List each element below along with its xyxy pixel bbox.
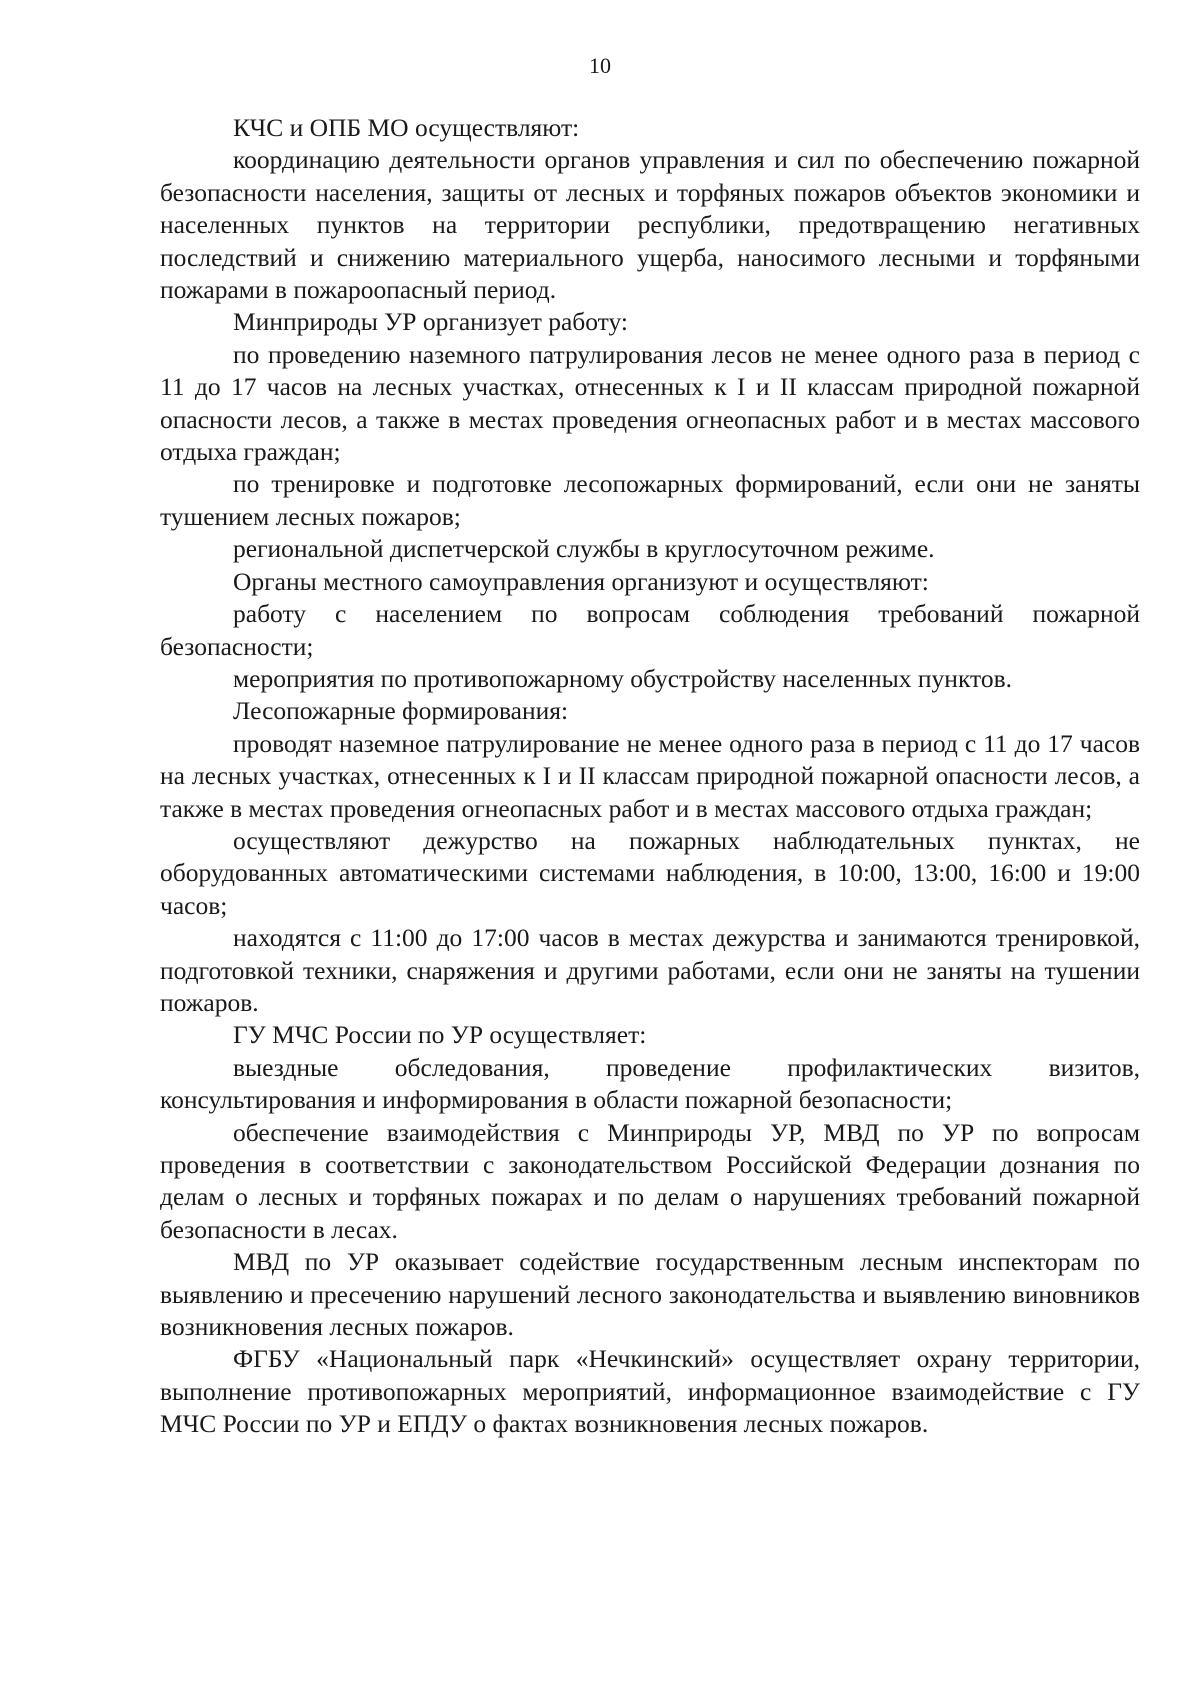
paragraph-kchs-heading: КЧС и ОПБ МО осуществляют: [233,113,580,142]
paragraph-emercom-interaction: обеспечение взаимодействия с Минприроды УР, МВД по УР по вопросам проведения в соответствии с законодательством Российской Федерации дознания по делам о лесных и торфяных пожарах и по делам о нарушениях требований пожарной безопасности в лесах. [160,1117,1140,1244]
paragraph-forest-units-heading: Лесопожарные формирования: [233,696,569,726]
paragraph-local-gov-measures: мероприятия по противопожарному обустройству населенных пунктов. [233,663,1012,693]
page-number: 10 [589,53,611,78]
paragraph-minprirody-training: по тренировке и подготовке лесопожарных формирований, если они не заняты тушением лесных пожаров; [160,469,1140,531]
paragraph-minprirody-dispatch: региональной диспетчерской службы в круглосуточном режиме. [233,534,935,564]
paragraph-forest-units-duty: осуществляют дежурство на пожарных наблюдательных пунктах, не оборудованных автоматическими системами наблюдения, в 10:00, 13:00, 16:00 и 19:00 часов; [160,825,1140,920]
paragraph-kchs-coordination: координацию деятельности органов управления и сил по обеспечению пожарной безопасности населения, защиты от лесных и торфяных пожаров объектов экономики и населенных пунктов на территории республики, предотвращению негативных последствий и снижению материального ущерба, наносимого лесными и торфяными пожарами в пожароопасный период. [160,145,1140,305]
paragraph-local-gov-population: работу с населением по вопросам соблюдения требований пожарной безопасности; [160,599,1140,661]
paragraph-forest-units-patrol: проводят наземное патрулирование не менее одного раза в период с 11 до 17 часов на лесных участках, отнесенных к I и II классам природной пожарной опасности лесов, а также в местах проведения огнеопасных работ и в местах массового отдыха граждан; [160,728,1140,823]
paragraph-emercom-inspections: выездные обследования, проведение профилактических визитов, консультирования и информирования в области пожарной безопасности; [160,1052,1140,1115]
paragraph-emercom-heading: ГУ МЧС России по УР осуществляет: [233,1020,647,1050]
document-body [160,112,1140,1441]
paragraph-minprirody-heading: Минприроды УР организует работу: [233,307,628,337]
paragraph-minprirody-patrol: по проведению наземного патрулирования лесов не менее одного раза в период с 11 до 17 часов на лесных участках, отнесенных к I и II классам природной пожарной опасности лесов, а также в местах проведения огнеопасных работ и в местах массового отдыха граждан; [160,339,1140,467]
paragraph-local-gov-heading: Органы местного самоуправления организуют и осуществляют: [233,566,929,596]
paragraph-mvd: МВД по УР оказывает содействие государственным лесным инспекторам по выявлению и пресечению нарушений лесного законодательства и выявлению виновников возникновения лесных пожаров. [160,1247,1140,1342]
paragraph-nechkinsky-park: ФГБУ «Национальный парк «Нечкинский» осуществляет охрану территории, выполнение противопожарных мероприятий, информационное взаимодействие с ГУ МЧС России по УР и ЕПДУ о фактах возникновения лесных пожаров. [160,1344,1140,1439]
paragraph-forest-units-schedule: находятся с 11:00 до 17:00 часов в местах дежурства и занимаются тренировкой, подготовкой техники, снаряжения и другими работами, если они не заняты на тушении пожаров. [160,923,1140,1017]
